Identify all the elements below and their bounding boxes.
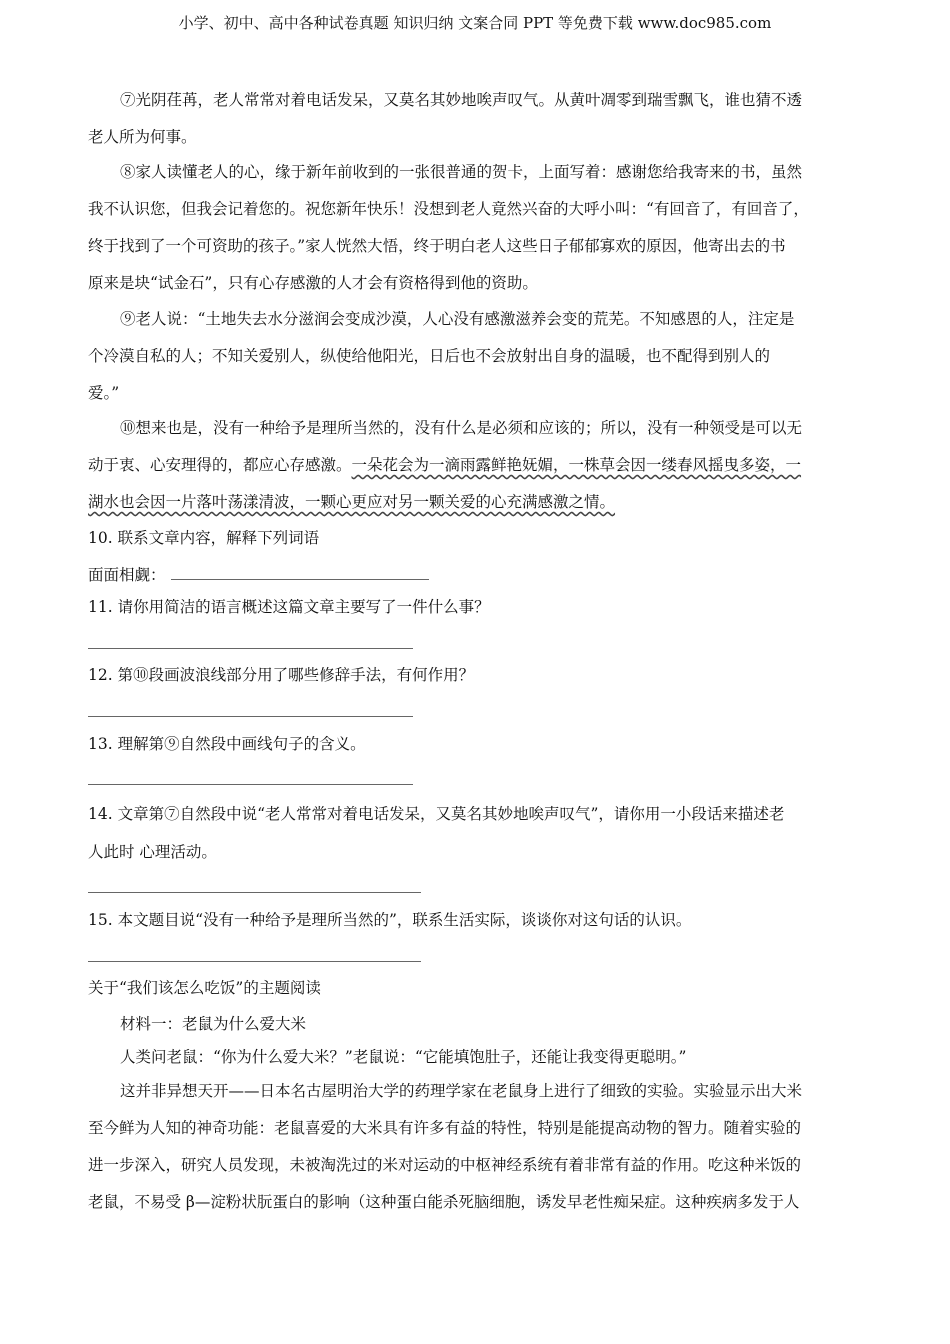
question-15: 15. 本文题目说“没有一种给予是理所当然的”，联系生活实际，谈谈你对这句话的认识。	[88, 911, 692, 929]
question-13: 13. 理解第⑨自然段中画线句子的含义。	[88, 735, 366, 753]
question-10-term: 面面相觑：	[88, 566, 166, 584]
p9-line2: 个冷漠自私的人；不知关爱别人，纵使给他阳光，日后也不会放射出自身的温暖，也不配得到别人的	[88, 347, 771, 365]
p10-line1: ⑩想来也是，没有一种给予是理所当然的，没有什么是必须和应该的；所以，没有一种领受是可以无	[120, 419, 803, 437]
site-header: 小学、初中、高中各种试卷真题 知识归纳 文案合同 PPT 等免费下载 www.doc985.com	[178, 14, 772, 32]
p9-line1: ⑨老人说：“土地失去水分滋润会变成沙漠，人心没有感激滋养会变的荒芜。不知感恩的人，注定是	[120, 310, 795, 328]
p8-line3: 终于找到了一个可资助的孩子。”家人恍然大悟，终于明白老人这些日子郁郁寡欢的原因，他寄出去的书	[88, 237, 786, 255]
material-1-title: 材料一：老鼠为什么爱大米	[120, 1015, 307, 1033]
question-14-line1: 14. 文章第⑦自然段中说“老人常常对着电话发呆，又莫名其妙地唉声叹气”，请你用一小段话来描述老	[88, 805, 785, 823]
question-10: 10. 联系文章内容，解释下列词语	[88, 529, 320, 547]
question-11: 11. 请你用简洁的语言概述这篇文章主要写了一件什么事？	[88, 598, 490, 616]
p10-line2	[88, 455, 801, 475]
p9-line3: 爱。”	[88, 384, 120, 402]
answer-blank-12[interactable]	[88, 716, 413, 717]
p10-line3: 湖水也会因一片落叶荡漾清波，一颗心更应对另一颗关爱的心充满感激之情。	[88, 493, 616, 511]
p8-line2: 我不认识您，但我会记着您的。祝您新年快乐！没想到老人竟然兴奋的大呼小叫：“有回音了，有回音了，	[88, 200, 809, 218]
p8-line4: 原来是块“试金石”，只有心存感激的人才会有资格得到他的资助。	[88, 274, 538, 292]
answer-blank-11[interactable]	[88, 648, 413, 649]
p8-line1: ⑧家人读懂老人的心，缘于新年前收到的一张很普通的贺卡，上面写着：感谢您给我寄来的书，虽然	[120, 163, 803, 181]
p10-wavy-text: 一朵花会为一滴雨露鲜艳妩媚，一株草会因一缕春风摇曳多姿，一	[351, 456, 802, 474]
p7-line2: 老人所为何事。	[88, 128, 197, 146]
answer-blank-13[interactable]	[88, 784, 413, 785]
answer-blank-10[interactable]	[171, 579, 429, 580]
question-12: 12. 第⑩段画波浪线部分用了哪些修辞手法，有何作用？	[88, 666, 475, 684]
reading-section-title: 关于“我们该怎么吃饭”的主题阅读	[88, 979, 321, 997]
answer-blank-14[interactable]	[88, 892, 421, 893]
material-1-line1: 这并非异想天开——日本名古屋明治大学的药理学家在老鼠身上进行了细致的实验。实验显示出大米	[120, 1082, 803, 1100]
p10-line2-plain: 动于衷、心安理得的，都应心存感激。	[88, 456, 352, 474]
p7-line1: ⑦光阴荏苒，老人常常对着电话发呆，又莫名其妙地唉声叹气。从黄叶凋零到瑞雪飘飞，谁也猜不透	[120, 91, 803, 109]
material-1-line2: 至今鲜为人知的神奇功能：老鼠喜爱的大米具有许多有益的特性，特别是能提高动物的智力。随着实验的	[88, 1119, 802, 1137]
answer-blank-15[interactable]	[88, 961, 421, 962]
material-1-line3: 进一步深入，研究人员发现，未被淘洗过的米对运动的中枢神经系统有着非常有益的作用。吃这种米饭的	[88, 1156, 802, 1174]
question-14-line2: 人此时 心理活动。	[88, 843, 217, 861]
material-1-line4: 老鼠，不易受 β—淀粉状朊蛋白的影响（这种蛋白能杀死脑细胞，诱发早老性痴呆症。这种疾病多发于人	[88, 1193, 800, 1211]
material-1-dialogue: 人类问老鼠：“你为什么爱大米？”老鼠说：“它能填饱肚子，还能让我变得更聪明。”	[120, 1048, 687, 1066]
